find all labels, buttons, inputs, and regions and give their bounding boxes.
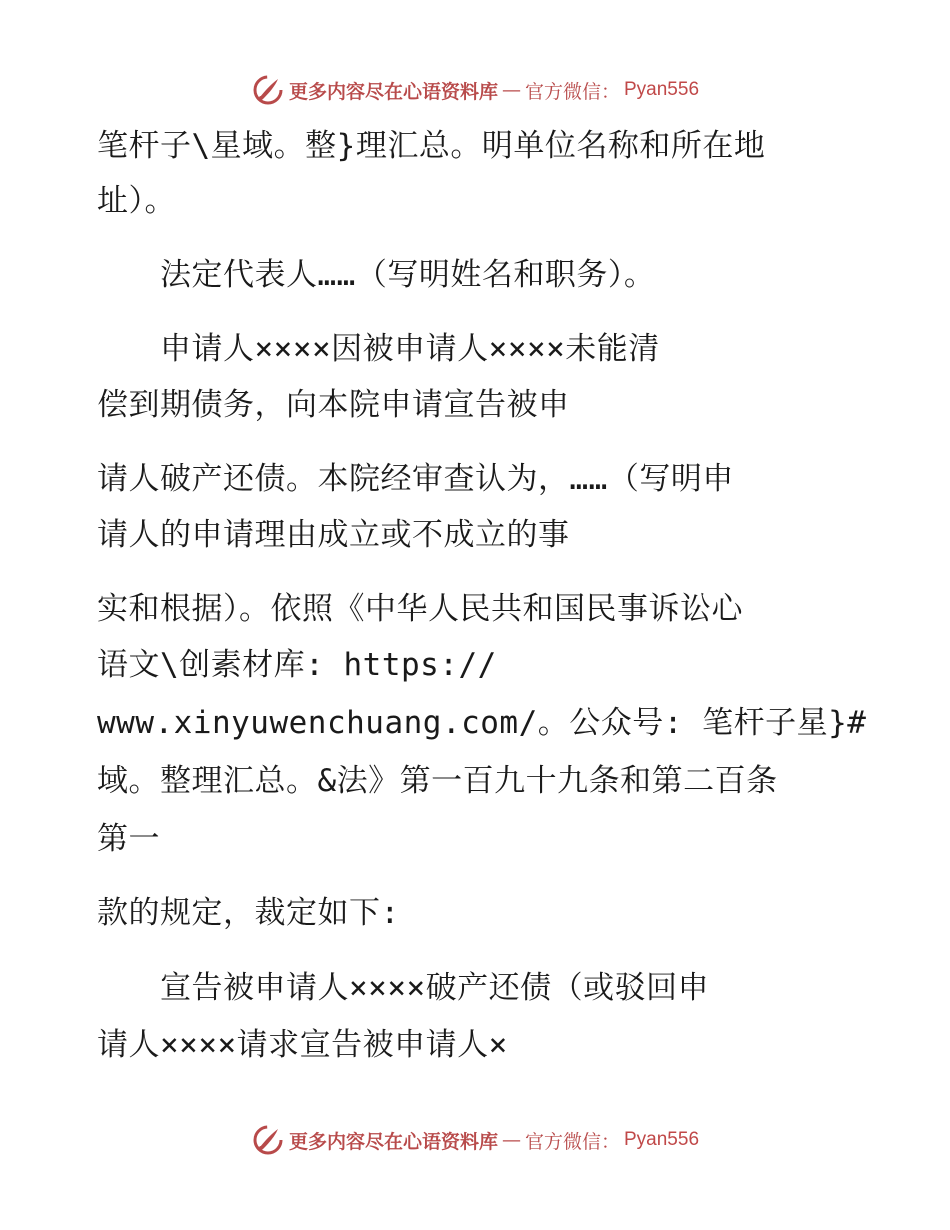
page-footer	[0, 1120, 950, 1160]
document-line: www.xinyuwenchuang.com/。公众号: 笔杆子星}#	[97, 705, 867, 741]
document-line: 语文\创素材库: https://	[97, 647, 497, 683]
document-line: 笔杆子\星域。整}理汇总。明单位名称和所在地	[97, 128, 766, 164]
ink-brush-logo-icon	[251, 73, 285, 107]
document-line: 域。整理汇总。&法》第一百九十九条和第二百条	[97, 763, 778, 799]
header-wechat-label: 官方微信：	[524, 80, 620, 103]
footer-banner	[251, 1123, 699, 1157]
header-wechat-id: Pyan556	[624, 79, 700, 100]
document-line: 款的规定，裁定如下:	[97, 895, 400, 931]
document-line: 法定代表人……（写明姓名和职务）。	[97, 257, 656, 293]
document-body	[97, 118, 867, 1065]
document-line: 宣告被申请人××××破产还债（或驳回申	[97, 970, 710, 1006]
document-line: 请人××××请求宣告被申请人×	[97, 1027, 508, 1063]
footer-wechat-label: 官方微信：	[524, 1130, 620, 1153]
footer-wechat-id: Pyan556	[624, 1129, 700, 1150]
header-brand-text: 更多内容尽在心语资料库	[288, 80, 498, 103]
document-line: 实和根据）。依照《中华人民共和国民事诉讼心	[97, 591, 743, 627]
document-line: 第一	[97, 821, 160, 857]
document-line: 偿到期债务，向本院申请宣告被申	[97, 387, 570, 423]
document-line: 请人的申请理由成立或不成立的事	[97, 517, 570, 553]
footer-separator: —	[501, 1129, 521, 1151]
footer-brand-text: 更多内容尽在心语资料库	[288, 1130, 498, 1153]
header-separator: —	[501, 79, 521, 101]
page-header	[0, 70, 950, 110]
document-line: 请人破产还债。本院经审查认为，……（写明申	[97, 461, 734, 497]
ink-brush-logo-icon	[251, 1123, 285, 1157]
document-line: 申请人××××因被申请人××××未能清	[97, 331, 660, 367]
document-line: 址）。	[97, 183, 176, 219]
header-banner	[251, 73, 699, 107]
